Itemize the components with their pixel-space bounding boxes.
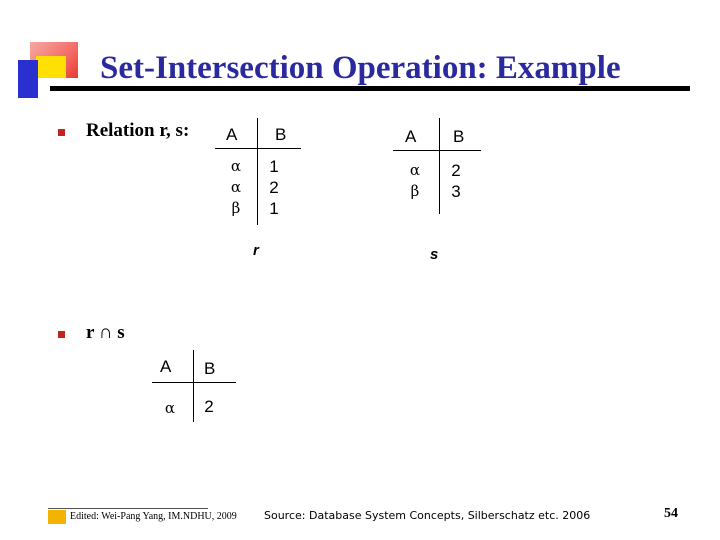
- r-cell-a: α: [230, 178, 242, 196]
- s-cell-a: β: [410, 182, 420, 200]
- r-cell-b: 2: [269, 178, 279, 197]
- s-cell-b: 2: [451, 161, 461, 180]
- relation-r-name: r: [253, 242, 259, 259]
- r-header-a: A: [226, 125, 238, 144]
- s-cell-a: α: [409, 161, 421, 179]
- s-cell-b: 3: [451, 182, 461, 201]
- result-header-a: A: [160, 357, 172, 376]
- corner-decoration-yellow: [36, 56, 66, 78]
- footer-edited-by: Edited: Wei-Pang Yang, IM.NDHU, 2009: [70, 511, 237, 522]
- r-header-divider: [215, 148, 301, 149]
- s-header-divider: [393, 150, 481, 151]
- slide-title: Set-Intersection Operation: Example: [100, 50, 621, 86]
- r-cell-a: α: [230, 157, 242, 175]
- result-header-b: B: [204, 359, 216, 378]
- bullet-marker: [58, 129, 65, 136]
- relation-s-name: s: [430, 246, 439, 263]
- r-cell-b: 1: [269, 199, 279, 218]
- corner-decoration-blue: [18, 60, 38, 98]
- bullet-intersection-label: r ∩ s: [86, 322, 125, 343]
- bullet-relation-label: Relation r, s:: [86, 120, 190, 141]
- s-header-b: B: [453, 127, 465, 146]
- result-col-b: [201, 396, 217, 417]
- r-cell-a: β: [231, 199, 241, 217]
- result-column-divider: [193, 350, 194, 422]
- s-col-b: [448, 160, 464, 202]
- page-number: 54: [664, 506, 678, 521]
- result-col-a: [162, 398, 178, 419]
- footer-divider: [48, 508, 208, 509]
- r-col-a: [228, 156, 244, 219]
- r-header-b: B: [275, 125, 287, 144]
- footer-source: Source: Database System Concepts, Silberschatz etc. 2006: [264, 509, 591, 522]
- bullet-marker: [58, 331, 65, 338]
- r-cell-b: 1: [269, 157, 279, 176]
- title-underline: [50, 86, 690, 91]
- r-col-b: [266, 156, 282, 219]
- footer-logo-block: [48, 510, 66, 524]
- result-header-divider: [152, 382, 236, 383]
- result-cell-a: α: [164, 399, 176, 417]
- s-column-divider: [439, 118, 440, 214]
- r-column-divider: [257, 118, 258, 225]
- result-cell-b: 2: [204, 397, 214, 416]
- s-col-a: [407, 160, 423, 202]
- s-header-a: A: [405, 127, 417, 146]
